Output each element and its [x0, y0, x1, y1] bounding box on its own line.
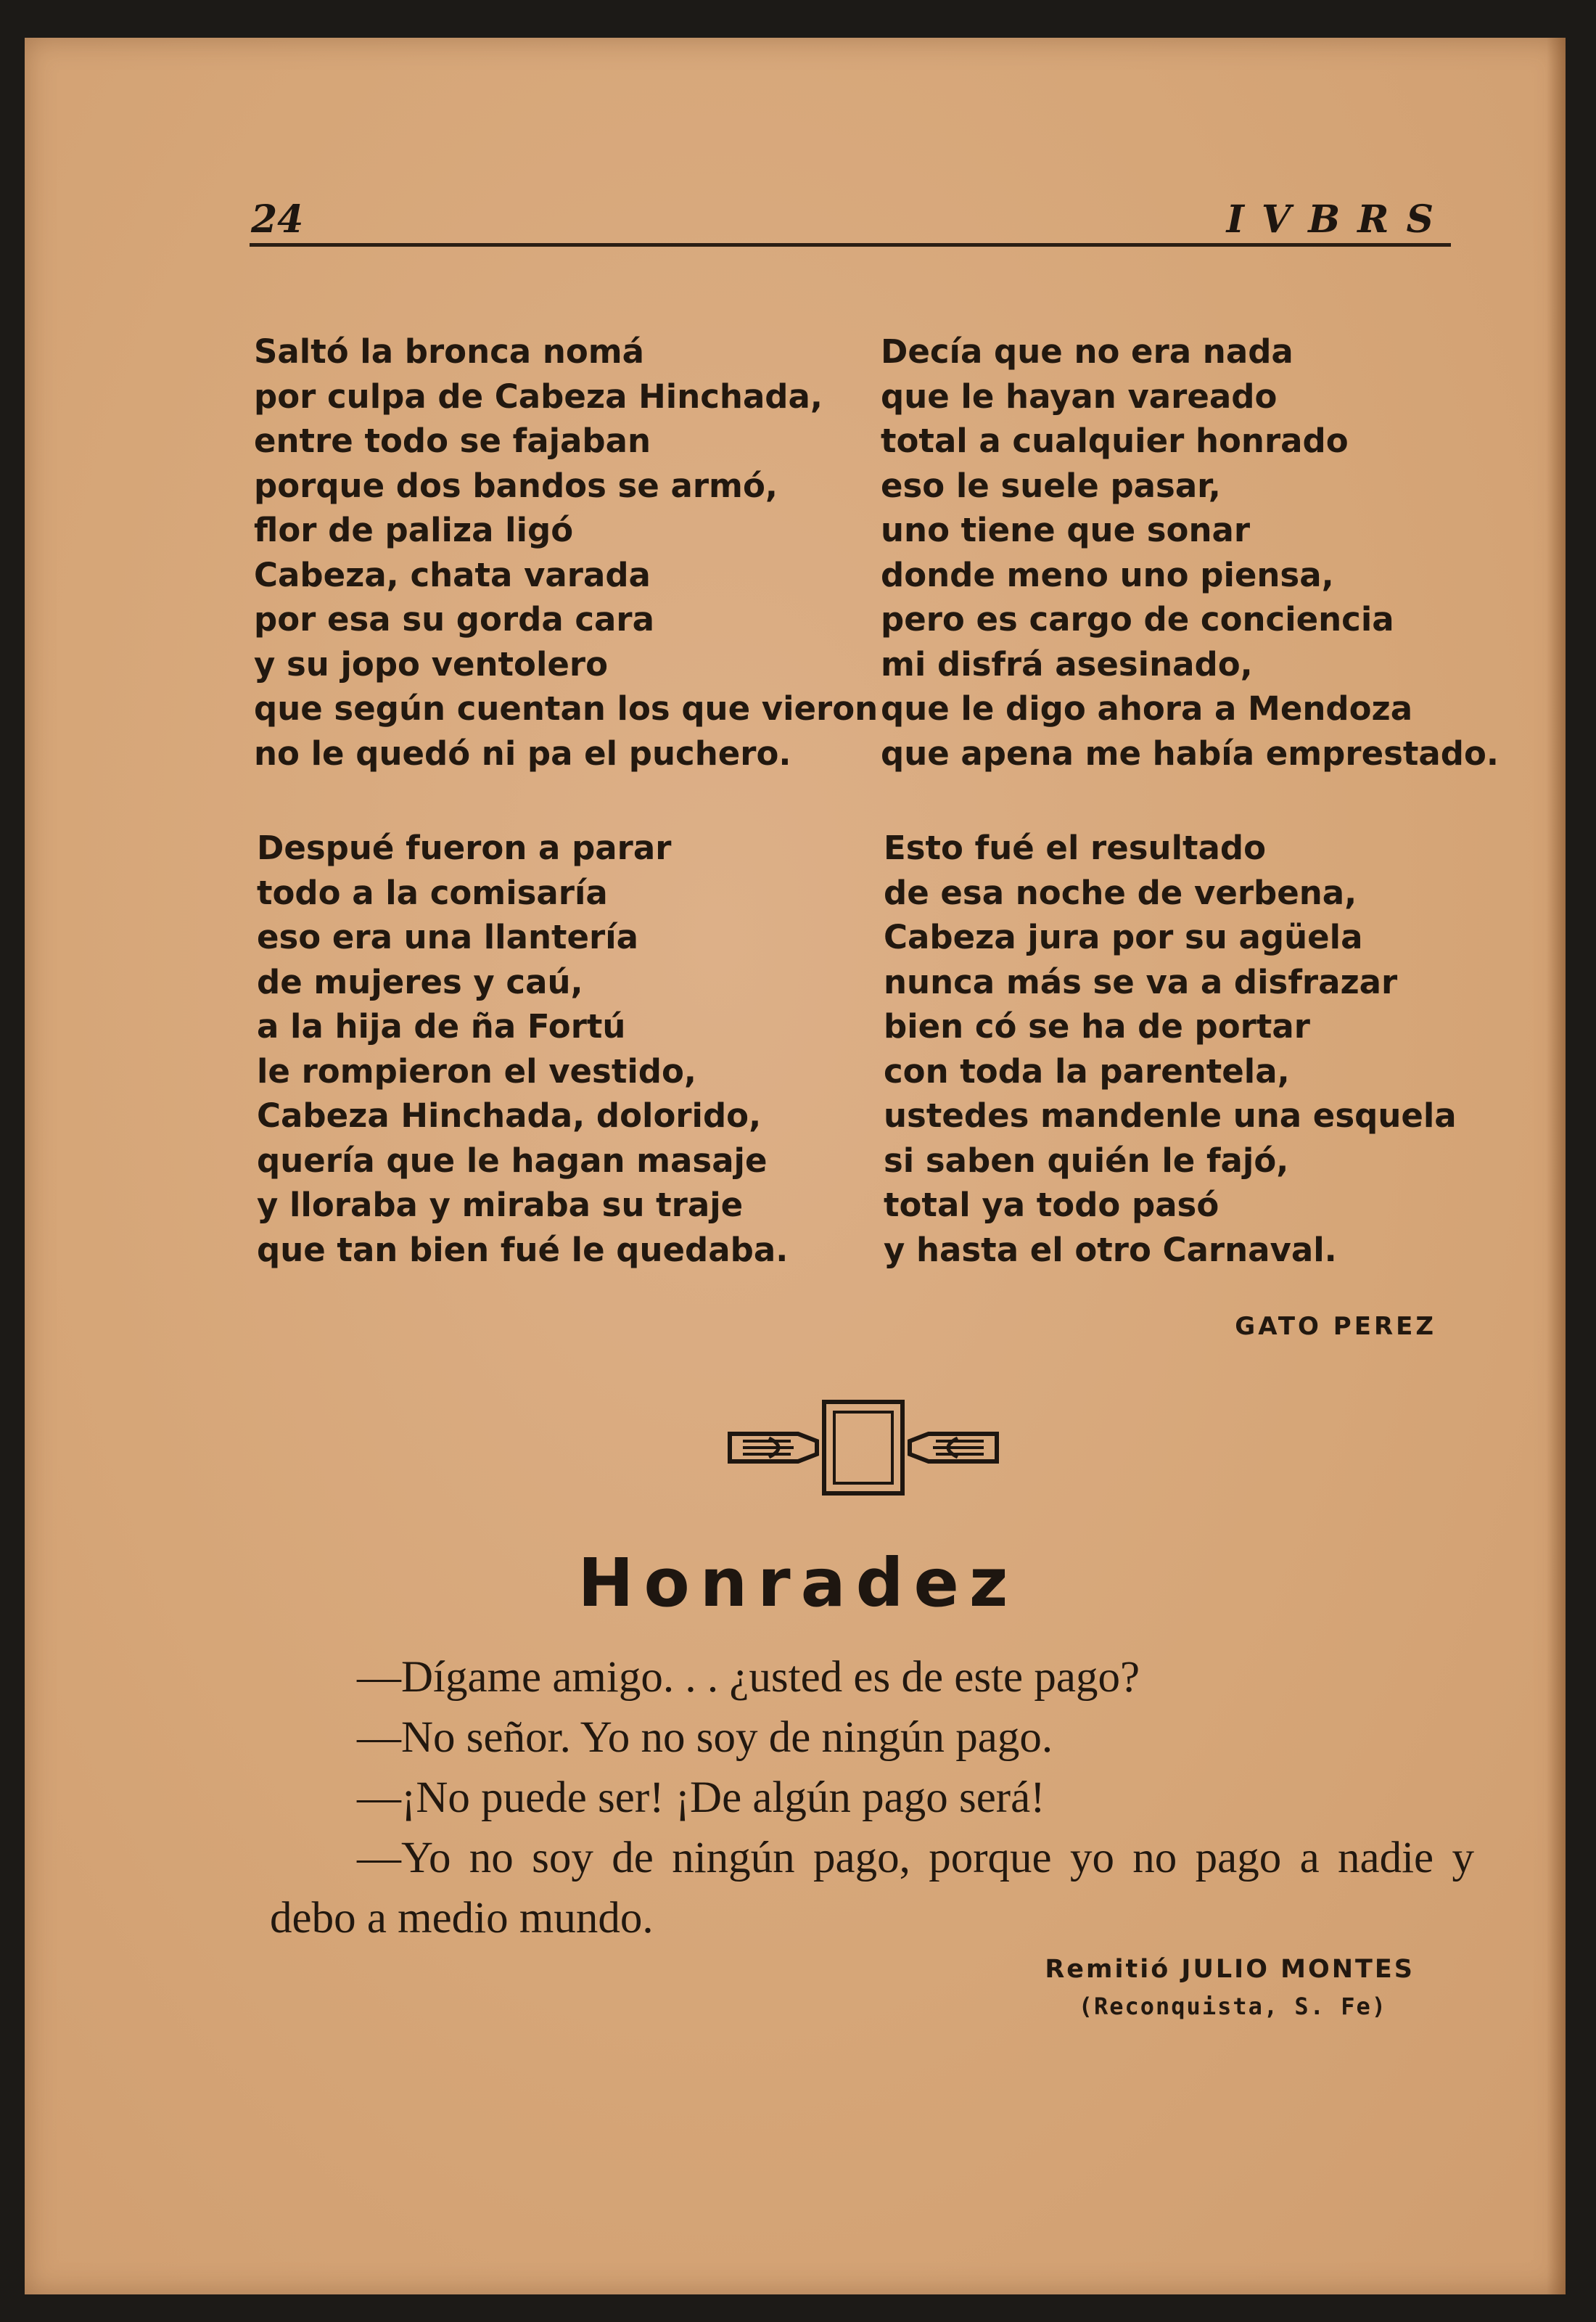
poem-line: y su jopo ventolero	[254, 644, 608, 684]
dialogue-line: —¡No puede ser! ¡De algún pago será!	[357, 1773, 1045, 1822]
dialogue-line: —No señor. Yo no soy de ningún pago.	[357, 1713, 1053, 1762]
poem-line: con toda la parentela,	[884, 1051, 1290, 1091]
poem-line: Cabeza jura por su agüela	[884, 918, 1363, 956]
poem-signature: GATO PEREZ	[1235, 1312, 1436, 1341]
page-edge-shadow	[1547, 38, 1566, 2294]
poem-line: que según cuentan los que vieron	[254, 689, 879, 728]
poem-line: quería que le hagan masaje	[257, 1141, 768, 1180]
poem-line: donde meno uno piensa,	[881, 555, 1334, 594]
poem-line: total a cualquier honrado	[881, 422, 1349, 460]
poem-line: mi disfrá asesinado,	[881, 644, 1253, 684]
poem-line: ustedes mandenle una esquela	[884, 1096, 1457, 1135]
poem-line: Saltó la bronca nomá	[254, 332, 645, 371]
dialogue-line: —Dígame amigo. . . ¿usted es de este pago?	[357, 1653, 1140, 1702]
poem-line: que le digo ahora a Mendoza	[881, 689, 1413, 728]
prose-title: Honradez	[577, 1544, 1019, 1622]
poem-line: Esto fué el resultado	[884, 829, 1266, 867]
prose-credit	[1045, 1955, 1415, 2020]
poem-line: todo a la comisaría	[257, 873, 608, 912]
credit-location: (Reconquista, S. Fe)	[1078, 1993, 1387, 2020]
poem-line: no le quedó ni pa el puchero.	[254, 734, 791, 773]
poem-line: y hasta el otro Carnaval.	[884, 1230, 1337, 1269]
poem-line: que le hayan vareado	[881, 377, 1278, 416]
poem-line: eso le suele pasar,	[881, 466, 1221, 505]
poem-line: a la hija de ña Fortú	[257, 1007, 626, 1046]
poem-line: que tan bien fué le quedaba.	[257, 1230, 789, 1269]
poem-line: pero es cargo de conciencia	[881, 600, 1394, 639]
page-number: 24	[251, 197, 304, 242]
poem-line: flor de paliza ligó	[254, 511, 574, 549]
ornament-divider-icon	[718, 1393, 1008, 1502]
dialogue-line: —Yo no soy de ningún pago, porque yo no pago a nadie y debo a medio mundo.	[270, 1834, 1474, 1942]
page-header	[229, 165, 1451, 247]
poem-line: entre todo se fajaban	[254, 422, 651, 460]
poem-line: y lloraba y miraba su traje	[257, 1186, 744, 1224]
poem-line: de esa noche de verbena,	[884, 873, 1357, 912]
poem-line: total ya todo pasó	[884, 1186, 1219, 1224]
poem-line: por esa su gorda cara	[254, 600, 654, 639]
poem-line: Cabeza Hinchada, dolorido,	[257, 1096, 762, 1135]
poem-line: si saben quién le fajó,	[884, 1141, 1289, 1180]
poem-line: de mujeres y caú,	[257, 962, 583, 1001]
poem-stanza-left-1	[254, 329, 878, 776]
poem-line: Cabeza, chata varada	[254, 555, 651, 594]
poem-line: le rompieron el vestido,	[257, 1051, 696, 1091]
poem-line: eso era una llantería	[257, 918, 639, 956]
poem-line: Despué fueron a parar	[257, 829, 672, 867]
poem-line: bien có se ha de portar	[884, 1007, 1310, 1046]
poem-line: Decía que no era nada	[881, 332, 1293, 371]
credit-author: Remitió JULIO MONTES	[1045, 1955, 1415, 1984]
poem-stanza-right-2	[884, 826, 1457, 1272]
poem-line: uno tiene que sonar	[881, 511, 1251, 549]
poem-stanza-right-1	[881, 329, 1499, 776]
poem-line: por culpa de Cabeza Hinchada,	[254, 377, 823, 416]
poem-line: que apena me había emprestado.	[881, 734, 1499, 773]
magazine-title: IVBRS	[1226, 197, 1451, 242]
prose-dialogue	[270, 1647, 1474, 1948]
poem-line: porque dos bandos se armó,	[254, 466, 778, 505]
header-rule	[250, 243, 1451, 247]
poem-stanza-left-2	[257, 826, 788, 1272]
poem-line: nunca más se va a disfrazar	[884, 962, 1398, 1001]
